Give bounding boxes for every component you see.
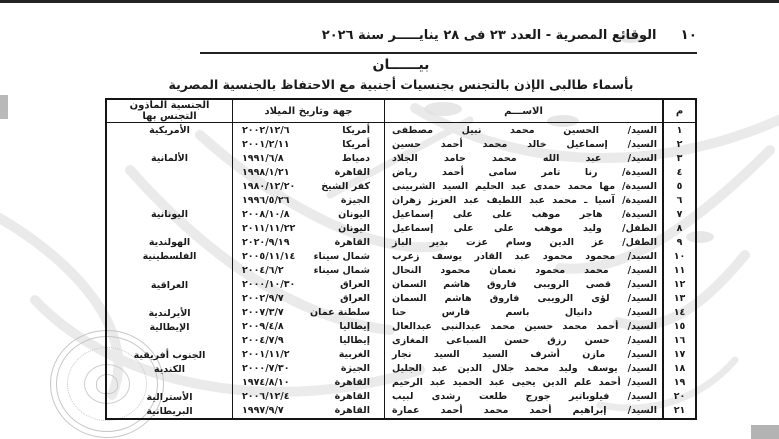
row-index-cell: ١٩ [673,377,686,389]
row-index-cell: ١٥ [673,321,686,333]
row-index-cell: ١٨ [673,363,686,375]
row-birth-cell [233,151,384,165]
gazette-title: الوقائع المصرية - العدد ٢٣ فى ٢٨ ينايـــــر سنة ٢٠٢٦ [321,28,657,43]
row-name-cell [385,320,662,334]
row-birth-date: ٢٠٠٠/١٠/٣٠ [242,279,296,291]
column-header-birth: جهة وتاريخ الميلاد [233,100,384,123]
row-name-cell [385,193,662,207]
row-birth-cell [233,292,384,306]
row-birth-date: ٢٠٠٤/٧/٩ [242,335,284,347]
row-birth-date: ٢٠٠٦/١٢/٤ [242,391,290,403]
column-header-name: الاســـم [385,100,662,123]
row-index-cell: ١٣ [673,293,686,305]
row-birth-cell [233,348,384,362]
nationality-group-label: اليونانية [151,209,188,221]
row-name-text: السيد/ إبراهيم أحمد محمد أحمد عمارة [392,405,657,417]
row-name-text: السيد/ محمد محمود نعمان محمود النحال [392,264,657,276]
row-birth-place: شمال سيناء [313,250,370,262]
row-name-text: السيد/ قصى الرويبى فاروق هاشم السمان [392,279,657,291]
row-birth-date: ٢٠٠١/٢/١١ [242,138,290,150]
row-birth-place: القاهرة [334,236,370,248]
row-birth-place: كفر الشيخ [321,180,370,192]
row-birth-cell [233,179,384,193]
column-birth [232,100,384,418]
column-header-nationality [107,100,232,123]
row-birth-cell [233,404,384,418]
row-birth-place: القاهرة [334,391,370,403]
row-name-text: السيدة/ آسيا ـ محمد عبد اللطيف عبد العزيز زهران [392,194,657,206]
row-birth-place: العراق [340,293,370,305]
column-body-name [385,123,662,418]
row-name-text: الطفل/ عز الدين وسام عزت بدير الباز [392,236,657,248]
row-birth-cell [233,207,384,221]
row-birth-date: ٢٠١١/١١/٢٢ [242,222,296,234]
row-birth-place: العراق [340,279,370,291]
applicants-table [105,98,697,420]
row-birth-date: ٢٠٠٨/١٠/٨ [242,208,290,220]
row-index-cell: ٧ [676,208,683,220]
row-birth-place: سلطنة عمان [310,307,370,319]
row-birth-date: ١٩٩٨/١/٢١ [242,166,290,178]
row-name-cell [385,235,662,249]
statement-title: بيــــــان [372,57,430,73]
row-name-cell [385,179,662,193]
nationality-group-label: الأيرلندية [148,307,191,319]
row-index-cell: ٢ [676,138,683,150]
nationality-group-label: الهولندية [148,237,191,249]
column-body-birth [233,123,384,418]
row-name-text: السيد/ أحمد علم الدين يحيى عبد الحميد عبد الرحيم [392,377,657,389]
row-birth-date: ١٩٩٧/٩/٧ [242,405,284,417]
row-name-cell [385,221,662,235]
row-name-cell [385,292,662,306]
row-name-cell [385,249,662,263]
row-index-cell: ١٢ [673,279,686,291]
row-birth-place: القاهرة [334,405,370,417]
row-index-cell: ١ [676,124,683,136]
row-birth-cell [233,263,384,277]
masthead [322,27,697,47]
row-birth-place: دمياط [341,152,370,164]
row-birth-cell [233,278,384,292]
row-birth-date: ٢٠٠٢/١٢/٦ [242,124,290,136]
row-index-cell: ٦ [676,194,683,206]
column-header-index: م [664,100,695,123]
row-name-cell [385,306,662,320]
row-name-cell [385,207,662,221]
row-name-text: الطفل/ وليد موهب على على إسماعيل [392,222,657,234]
row-birth-date: ٢٠٠٩/٤/٨ [242,321,284,333]
column-header-nationality-line1: الجنسية المأذون [129,100,210,111]
row-birth-date: ٢٠٠٢/٩/٧ [242,293,284,305]
row-birth-date: ٢٠٠٤/٦/٢ [242,264,284,276]
row-birth-cell [233,249,384,263]
row-birth-date: ٢٠٠٠/٧/٣٠ [242,363,290,375]
row-name-cell [385,376,662,390]
row-birth-cell [233,334,384,348]
nationality-group-label: الألمانية [150,153,189,165]
row-index-cell: ١٠ [673,250,686,262]
row-birth-place: القاهرة [334,166,370,178]
row-index-cell: ٩ [676,236,683,248]
row-birth-date: ٢٠٠٥/١١/١٤ [242,250,296,262]
column-header-nationality-line2: التجنس بها [142,111,197,122]
row-birth-date: ١٩٨٠/١٢/٢٠ [242,180,296,192]
row-name-text: السيد/ لؤى الرويبى فاروق هاشم السمان [392,293,657,305]
row-birth-cell [233,137,384,151]
nationality-group-label: الجنوب أفريقية [133,349,206,361]
row-birth-cell [233,123,384,137]
row-name-text: السيد/ الحسين محمد نبيل مصطفى [392,124,657,136]
row-name-text: السيد/ أحمد محمد حسين محمد عبدالنبى عبدالعال [392,321,657,333]
row-name-text: السيد/ مازن أشرف السيد السيد نجار [392,349,657,361]
row-name-text: السيدة/ هاجر موهب على على إسماعيل [392,208,657,220]
row-name-text: السيد/ عبد الله محمد حامد الجلاد [392,152,657,164]
row-name-cell [385,151,662,165]
row-birth-date: ٢٠٢٠/٩/١٩ [242,236,290,248]
row-index-cell: ٤ [676,166,683,178]
row-name-text: السيدة/ رنا تامر سامى أحمد رياض [392,166,657,178]
row-birth-cell [233,320,384,334]
column-body-index [664,123,695,418]
statement-subtitle: بأسماء طالبى الإذن بالتجنس بجنسيات أجنبية مع الاحتفاظ بالجنسية المصرية [168,77,634,92]
row-birth-place: إيطاليا [339,335,370,347]
row-birth-cell [233,390,384,404]
column-nationality [107,100,232,418]
nationality-group-label: الأمريكية [149,125,190,136]
row-birth-place: اليونان [338,208,370,220]
row-birth-date: ١٩٧٤/٨/١٠ [242,377,290,389]
column-index [662,100,695,418]
row-index-cell: ١٧ [673,349,686,361]
row-index-cell: ٢١ [673,405,686,417]
row-birth-cell [233,193,384,207]
nationality-group-label: الفلسطينية [142,251,197,263]
row-name-cell [385,334,662,348]
row-birth-date: ١٩٩١/٦/٨ [242,152,284,164]
row-index-cell: ٥ [676,180,683,192]
row-name-text: السيد/ حسن رزق حسن السباعى المغازى [392,335,657,347]
nationality-group-label: البريطانية [146,405,193,417]
row-birth-cell [233,235,384,249]
row-index-cell: ٣ [676,152,683,164]
row-name-text: السيد/ دانيال باسم فارس حنا [392,307,657,319]
row-birth-place: الجيزة [340,363,370,375]
row-name-cell [385,165,662,179]
row-birth-date: ٢٠٠١/١١/٢ [242,349,290,361]
row-name-cell [385,362,662,376]
row-birth-place: أمريكا [342,124,370,136]
row-name-text: السيد/ يوسف وليد محمد جلال الدين عبد الجليل [392,363,657,375]
row-name-text: السيد/ محمود محمود عبد القادر يوسف زعرب [392,250,657,262]
row-index-cell: ٢٠ [673,391,686,403]
row-birth-place: القاهرة [334,377,370,389]
row-birth-place: إيطاليا [339,321,370,333]
row-birth-place: الجيزة [340,194,370,206]
nationality-group-label: الإيطالية [149,321,190,333]
row-index-cell: ٨ [676,222,683,234]
column-name [384,100,662,418]
row-name-text: السيدة/ مها محمد حمدى عبد الحليم السيد الشربينى [392,180,657,192]
row-birth-place: أمريكا [342,138,370,150]
row-index-cell: ١٦ [673,335,686,347]
row-name-cell [385,404,662,418]
row-birth-place: الغربية [338,349,370,361]
row-birth-cell [233,306,384,320]
row-name-text: السيد/ فيلوباتير جورج طلعت رشدى لبيب [392,391,657,403]
row-birth-cell [233,376,384,390]
row-name-cell [385,390,662,404]
row-index-cell: ١١ [673,264,686,276]
row-name-cell [385,348,662,362]
row-name-cell [385,137,662,151]
row-name-cell [385,263,662,277]
row-name-cell [385,278,662,292]
row-name-text: السيد/ إسماعيل خالد محمد أحمد حسين [392,138,657,150]
row-birth-cell [233,221,384,235]
column-body-nationality [107,123,232,418]
page-number: ١٠ [680,27,697,43]
row-index-cell: ١٤ [673,307,686,319]
row-birth-date: ٢٠٠٧/٣/٧ [242,307,284,319]
nationality-group-label: الأسترالية [146,391,193,403]
row-name-cell [385,123,662,137]
row-birth-cell [233,362,384,376]
masthead-rule [200,52,697,54]
nationality-group-label: الكندية [153,363,186,375]
row-birth-date: ١٩٩٦/٥/٢٦ [242,194,290,206]
row-birth-cell [233,165,384,179]
row-birth-place: اليونان [338,222,370,234]
row-birth-place: شمال سيناء [313,264,370,276]
nationality-group-label: العراقية [150,279,189,291]
